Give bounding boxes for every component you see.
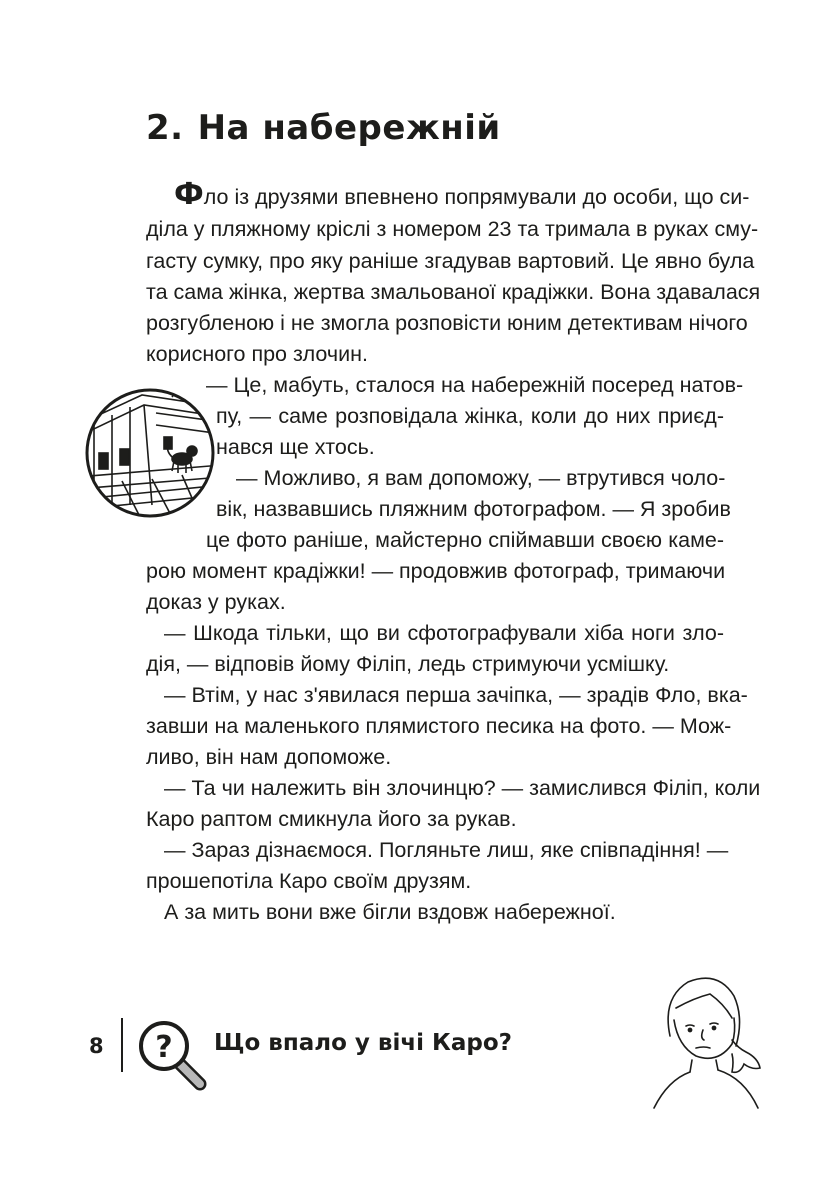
- text-line: пу, — саме розповідала жінка, коли до них приєд-: [216, 404, 724, 428]
- text-line: [174, 177, 750, 212]
- footer-divider: [121, 1018, 123, 1072]
- text-line: та сама жінка, жертва змальованої крадіжки. Вона здавалася: [146, 280, 761, 304]
- text-line: завши на маленького плямистого песика на фото. — Мож-: [146, 714, 732, 738]
- text-line: доказ у руках.: [146, 590, 286, 614]
- text-line: — Зараз дізнаємося. Погляньте лиш, яке співпадіння! —: [164, 838, 729, 862]
- text-line: вік, назвавшись пляжним фотографом. — Я зробив: [216, 497, 731, 521]
- text-line: — Шкода тільки, що ви сфотографували хіба ноги зло-: [164, 621, 724, 645]
- text-line: розгубленою і не змогла розповісти юним детективам нічого: [146, 311, 748, 335]
- text-line: дія, — відповів йому Філіп, ледь стримуючи усмішку.: [146, 652, 670, 676]
- text-line: — Та чи належить він злочинцю? — замислився Філіп, коли: [164, 776, 761, 800]
- text-line: рою момент крадіжки! — продовжив фотограф, тримаючи: [146, 559, 726, 583]
- page-number: 8: [89, 1034, 104, 1058]
- text-line: діла у пляжному кріслі з номером 23 та тримала в руках сму-: [146, 217, 759, 241]
- text-line: Каро раптом смикнула його за рукав.: [146, 807, 517, 831]
- text-line: ливо, він нам допоможе.: [146, 745, 392, 769]
- text-line: гасту сумку, про яку раніше згадував вартовий. Це явно була: [146, 249, 755, 273]
- text-line: — Можливо, я вам допоможу, — втрутився чоло-: [236, 466, 726, 490]
- chapter-heading: На набережній: [197, 108, 501, 148]
- text-line: нався ще хтось.: [216, 435, 375, 459]
- text-line: — Це, мабуть, сталося на набережній посеред натов-: [206, 373, 744, 397]
- text-line: це фото раніше, майстерно спіймавши своєю каме-: [206, 528, 724, 552]
- street-vignette-illustration: [82, 385, 218, 521]
- magnifier-icon: [136, 1018, 210, 1092]
- text-span: ло із друзями впевнено попрямували до особи, що си-: [203, 185, 750, 209]
- karo-illustration: [648, 968, 768, 1118]
- chapter-title: [146, 108, 501, 148]
- question-mark: ?: [155, 1030, 173, 1065]
- text-line: прошепотіла Каро своїм друзям.: [146, 869, 472, 893]
- footer-question: Що впало у вічі Каро?: [214, 1030, 512, 1056]
- text-line: корисного про злочин.: [146, 342, 368, 366]
- chapter-number: 2.: [146, 108, 184, 148]
- text-line: — Втім, у нас з'явилася перша зачіпка, — зрадів Фло, вка-: [164, 683, 748, 707]
- text-line: А за мить вони вже бігли вздовж набережної.: [164, 900, 616, 924]
- drop-cap: Ф: [174, 177, 204, 212]
